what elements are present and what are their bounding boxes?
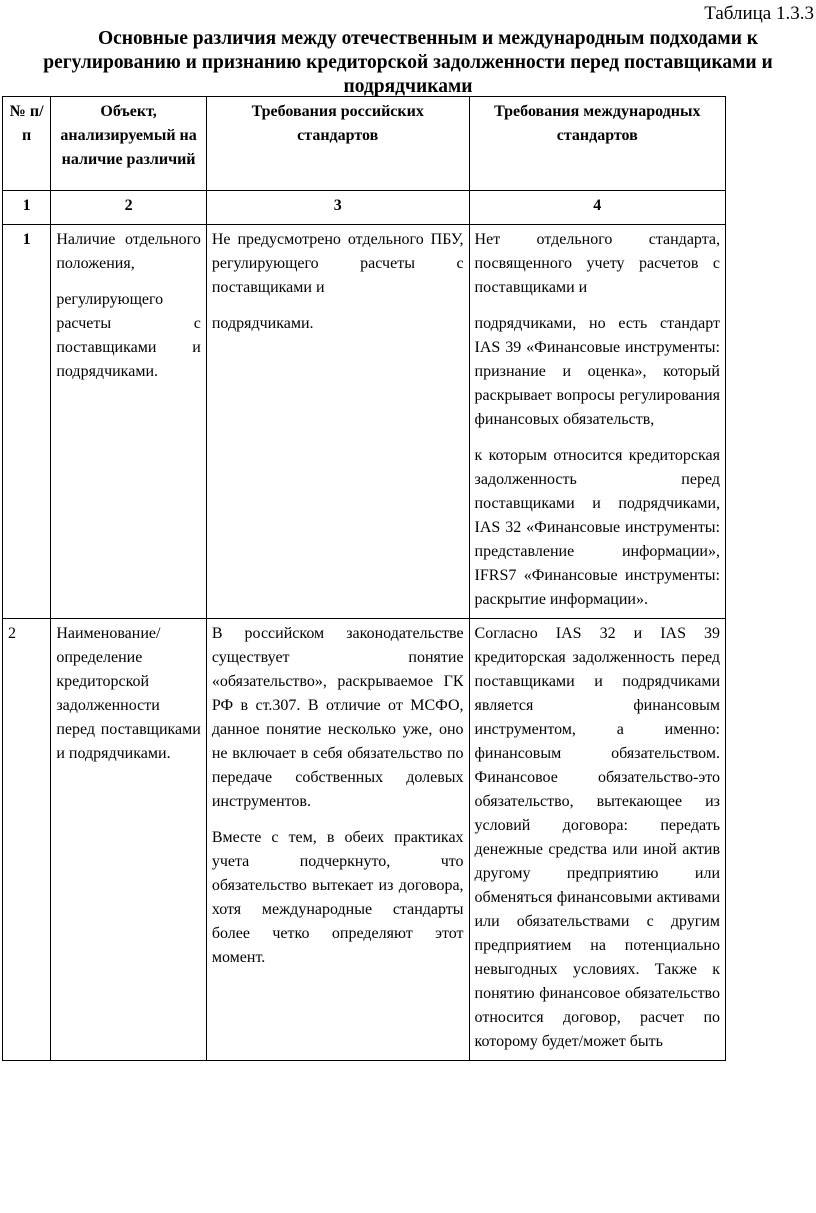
row-2-number: 2 bbox=[3, 619, 51, 1061]
table-row bbox=[3, 619, 726, 1061]
header-row bbox=[3, 97, 726, 191]
column-number-1: 1 bbox=[3, 191, 51, 225]
header-international-requirements: Требования международных стандартов bbox=[469, 97, 725, 191]
row-2-russian-text-1: В российском законодательстве существует понятие «обязательство», раскрываемое ГК РФ в ст.307. В отличие от МСФО, данное понятие несколько уже, оно не включает в себя обязательство по передаче собственных долевых инструментов. bbox=[211, 625, 464, 810]
table-title-line-3: подрядчиками bbox=[343, 76, 473, 97]
header-russian-requirements: Требования российских стандартов bbox=[206, 97, 469, 191]
row-1-international-text-2: подрядчиками, но есть стандарт IAS 39 «Финансовые инструменты: признание и оценка», который раскрывает вопросы регулирования финансовых обязательств, bbox=[474, 315, 720, 428]
row-1-international-text-3: к которым относится кредиторская задолженность перед поставщиками и подрядчиками, IAS 32 «Финансовые инструменты: представление информации», IFRS7 «Финансовые инструменты: раскрытие информации». bbox=[474, 447, 720, 608]
header-number: № п/п bbox=[3, 97, 51, 191]
row-2-object bbox=[51, 619, 207, 1061]
row-1-international bbox=[469, 225, 725, 619]
comparison-table bbox=[2, 96, 726, 1061]
row-1-russian bbox=[206, 225, 469, 619]
row-1-object-text-1: Наличие отдельного положения, bbox=[56, 231, 201, 272]
column-number-4: 4 bbox=[469, 191, 725, 225]
table-title-line-2: регулированию и признанию кредиторской задолженности перед поставщиками и bbox=[43, 52, 773, 73]
table-title-line-1: Основные различия между отечественным и международным подходами к bbox=[97, 28, 759, 49]
row-2-russian-text-2: Вместе с тем, в обеих практиках учета подчеркнуто, что обязательство вытекает из договора, хотя международные стандарты более четко определяют этот момент. bbox=[211, 829, 464, 966]
row-2-russian bbox=[206, 619, 469, 1061]
column-number-row bbox=[3, 191, 726, 225]
table-row bbox=[3, 225, 726, 619]
row-1-russian-text-1: Не предусмотрено отдельного ПБУ, регулирующего расчеты с поставщиками и bbox=[211, 231, 464, 296]
row-1-object-text-2: регулирующего расчеты с поставщиками и подрядчиками. bbox=[56, 291, 201, 380]
column-number-2: 2 bbox=[51, 191, 207, 225]
row-1-number: 1 bbox=[3, 225, 51, 619]
row-2-international-text-1: Согласно IAS 32 и IAS 39 кредиторская задолженность перед поставщиками и подрядчиками является финансовым инструментом, а именно: финансовым обязательством. Финансовое обязательство-это обязательство, вытекающее из условий договора: передать денежные средства или иной актив другому предприятию или обменяться финансовыми активами или обязательствами с другим предприятием на потенциально невыгодных условиях. Также к понятию финансовое обязательство относится договор, расчет по которому будет/может быть bbox=[474, 625, 720, 1050]
row-1-international-text-1: Нет отдельного стандарта, посвященного учету расчетов с поставщиками и bbox=[474, 231, 720, 296]
table-title bbox=[0, 27, 816, 99]
header-object: Объект, анализируемый на наличие различий bbox=[51, 97, 207, 191]
row-2-object-text-1: Наименование/определение кредиторской задолженности перед поставщиками и подрядчиками. bbox=[56, 625, 201, 762]
table-number-label: Таблица 1.3.3 bbox=[704, 3, 814, 24]
row-1-object bbox=[51, 225, 207, 619]
column-number-3: 3 bbox=[206, 191, 469, 225]
row-2-international bbox=[469, 619, 725, 1061]
row-1-russian-text-2: подрядчиками. bbox=[211, 315, 314, 332]
